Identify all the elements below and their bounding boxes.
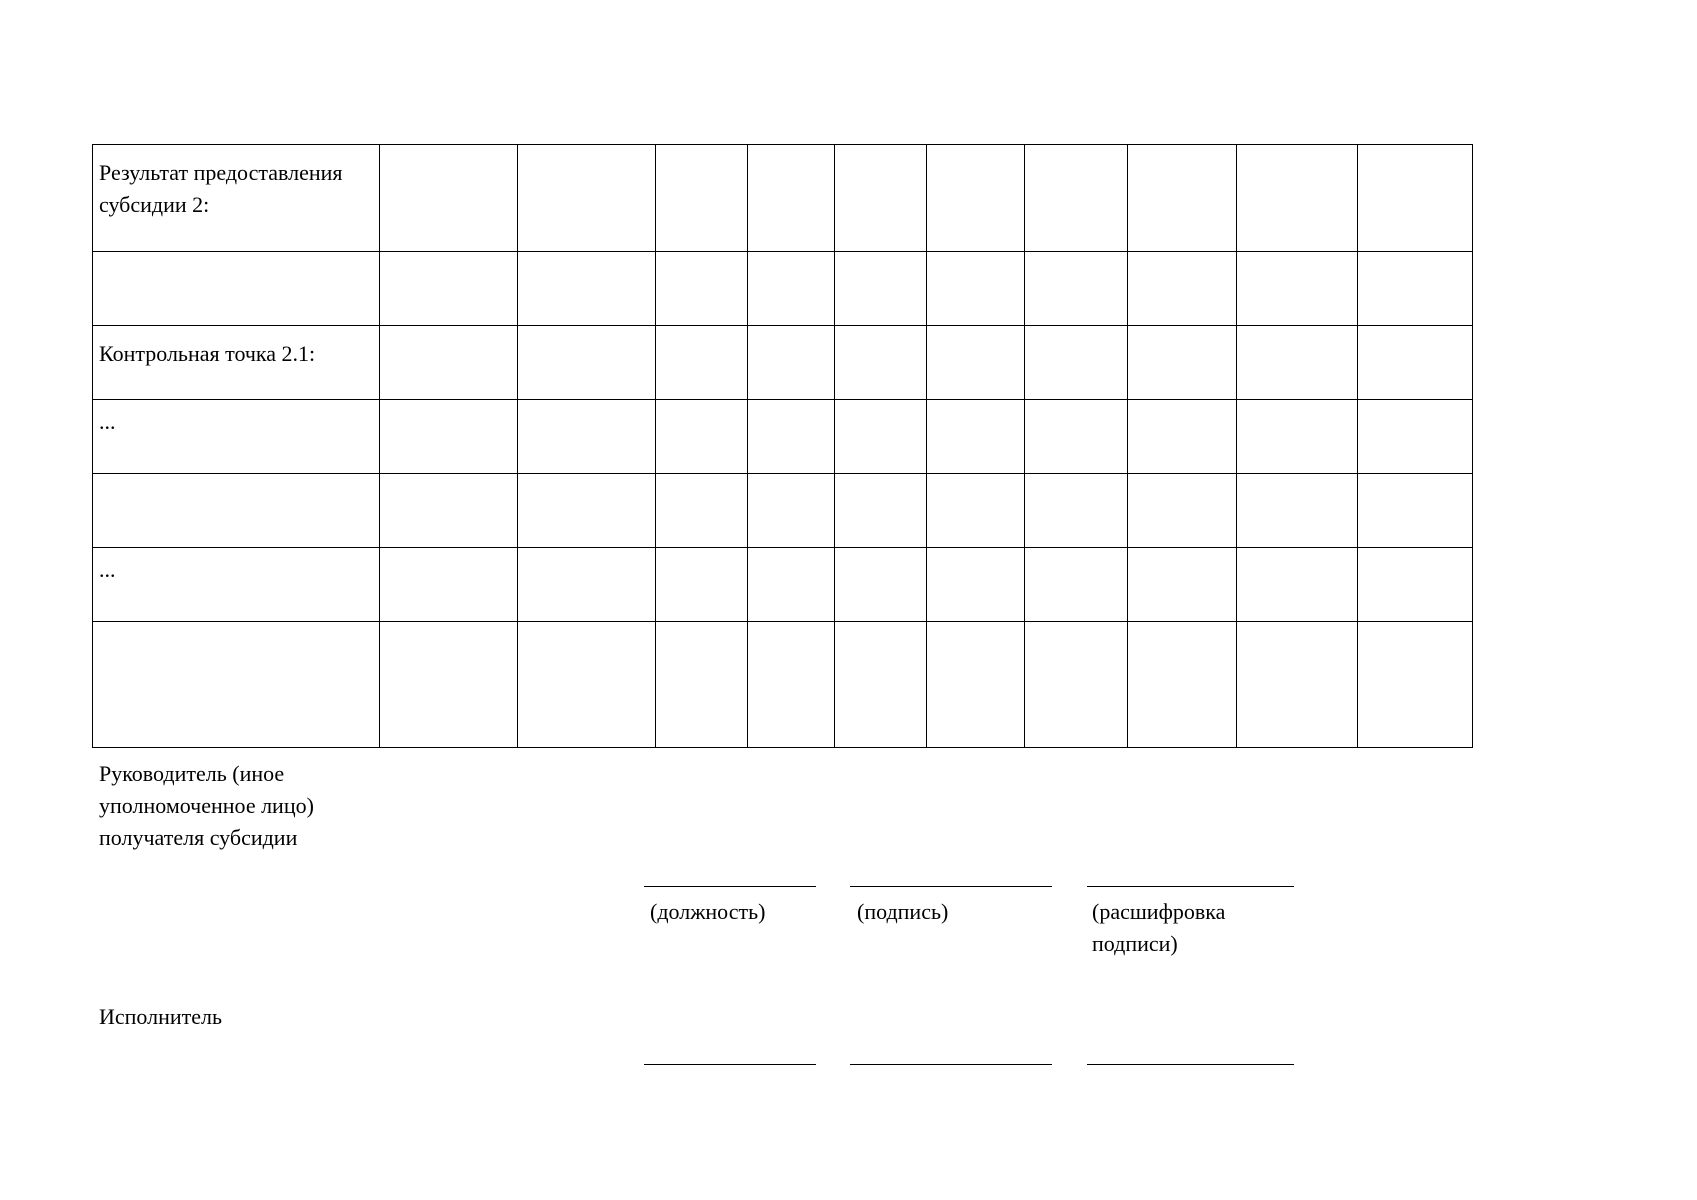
table-cell xyxy=(1237,252,1358,326)
table-cell-label: ... xyxy=(93,548,380,622)
table-row-checkpoint-2-1 xyxy=(93,326,1473,400)
table-cell xyxy=(1237,474,1358,548)
table-cell xyxy=(1025,252,1128,326)
table-cell xyxy=(518,252,656,326)
executor-signature-line xyxy=(850,1064,1052,1065)
table-cell xyxy=(1025,400,1128,474)
table-cell xyxy=(518,400,656,474)
executor-decoding-line xyxy=(1087,1064,1294,1065)
table-cell xyxy=(656,326,748,400)
report-table xyxy=(92,144,1473,748)
decoding-signature-line xyxy=(1087,886,1294,887)
table-cell xyxy=(1128,326,1237,400)
table-cell xyxy=(835,400,927,474)
table-cell xyxy=(927,326,1025,400)
table-cell xyxy=(748,252,835,326)
table-cell-label xyxy=(93,252,380,326)
table-cell xyxy=(518,622,656,748)
table-cell xyxy=(927,400,1025,474)
table-cell xyxy=(1025,326,1128,400)
table-cell xyxy=(656,474,748,548)
table-cell xyxy=(518,145,656,252)
table-cell xyxy=(380,252,518,326)
table-cell xyxy=(835,326,927,400)
table-cell xyxy=(656,252,748,326)
signature-caption: (подпись) xyxy=(857,899,949,924)
table-cell xyxy=(835,474,927,548)
table-cell xyxy=(656,622,748,748)
table-cell xyxy=(1128,252,1237,326)
table-cell xyxy=(656,548,748,622)
table-cell xyxy=(1358,145,1473,252)
table-row-ellipsis xyxy=(93,400,1473,474)
table-cell xyxy=(927,474,1025,548)
table-cell xyxy=(748,474,835,548)
table-cell xyxy=(380,326,518,400)
table-cell xyxy=(927,548,1025,622)
table-cell xyxy=(927,622,1025,748)
table-cell xyxy=(380,474,518,548)
table-cell xyxy=(1025,622,1128,748)
table-cell xyxy=(656,400,748,474)
table-cell xyxy=(656,145,748,252)
table-cell-label: Контрольная точка 2.1: xyxy=(93,326,380,400)
table-cell xyxy=(1358,474,1473,548)
table-cell xyxy=(748,400,835,474)
table-cell xyxy=(380,145,518,252)
table-cell xyxy=(1128,548,1237,622)
table-cell xyxy=(1237,400,1358,474)
table-cell xyxy=(518,326,656,400)
table-cell xyxy=(1128,622,1237,748)
table-cell xyxy=(1358,252,1473,326)
table-cell xyxy=(1358,548,1473,622)
table-cell xyxy=(835,622,927,748)
table-cell xyxy=(1128,400,1237,474)
table-cell xyxy=(927,252,1025,326)
table-cell xyxy=(1237,622,1358,748)
position-caption: (должность) xyxy=(650,899,766,924)
table-cell xyxy=(1358,326,1473,400)
table-cell xyxy=(748,622,835,748)
table-cell xyxy=(1025,145,1128,252)
table-row-empty xyxy=(93,622,1473,748)
decoding-caption: (расшифровка подписи) xyxy=(1092,899,1226,956)
table-cell xyxy=(518,474,656,548)
table-cell-label xyxy=(93,474,380,548)
table-cell xyxy=(380,548,518,622)
table-row-empty xyxy=(93,252,1473,326)
signature-line xyxy=(850,886,1052,887)
table-cell xyxy=(1237,145,1358,252)
table-cell xyxy=(1358,622,1473,748)
table-cell xyxy=(927,145,1025,252)
head-label: Руководитель (иное уполномоченное лицо) получателя субсидии xyxy=(99,761,314,850)
position-signature-line xyxy=(644,886,816,887)
table-cell xyxy=(748,145,835,252)
table-cell-label: Результат предоставления субсидии 2: xyxy=(93,145,380,252)
table-cell xyxy=(748,548,835,622)
table-cell xyxy=(1025,474,1128,548)
table-row-empty xyxy=(93,474,1473,548)
table-cell xyxy=(1128,145,1237,252)
table-cell xyxy=(748,326,835,400)
table-row-result-2 xyxy=(93,145,1473,252)
table-cell xyxy=(1128,474,1237,548)
executor-position-line xyxy=(644,1064,816,1065)
table-cell xyxy=(1237,548,1358,622)
table-cell xyxy=(835,548,927,622)
table-cell xyxy=(380,400,518,474)
table-cell xyxy=(835,252,927,326)
executor-label: Исполнитель xyxy=(99,1004,223,1029)
table-cell xyxy=(1025,548,1128,622)
table-cell xyxy=(835,145,927,252)
table-cell xyxy=(1358,400,1473,474)
table-cell-label: ... xyxy=(93,400,380,474)
table-cell xyxy=(380,622,518,748)
table-row-ellipsis xyxy=(93,548,1473,622)
table-cell xyxy=(518,548,656,622)
table-cell xyxy=(1237,326,1358,400)
table-cell-label xyxy=(93,622,380,748)
